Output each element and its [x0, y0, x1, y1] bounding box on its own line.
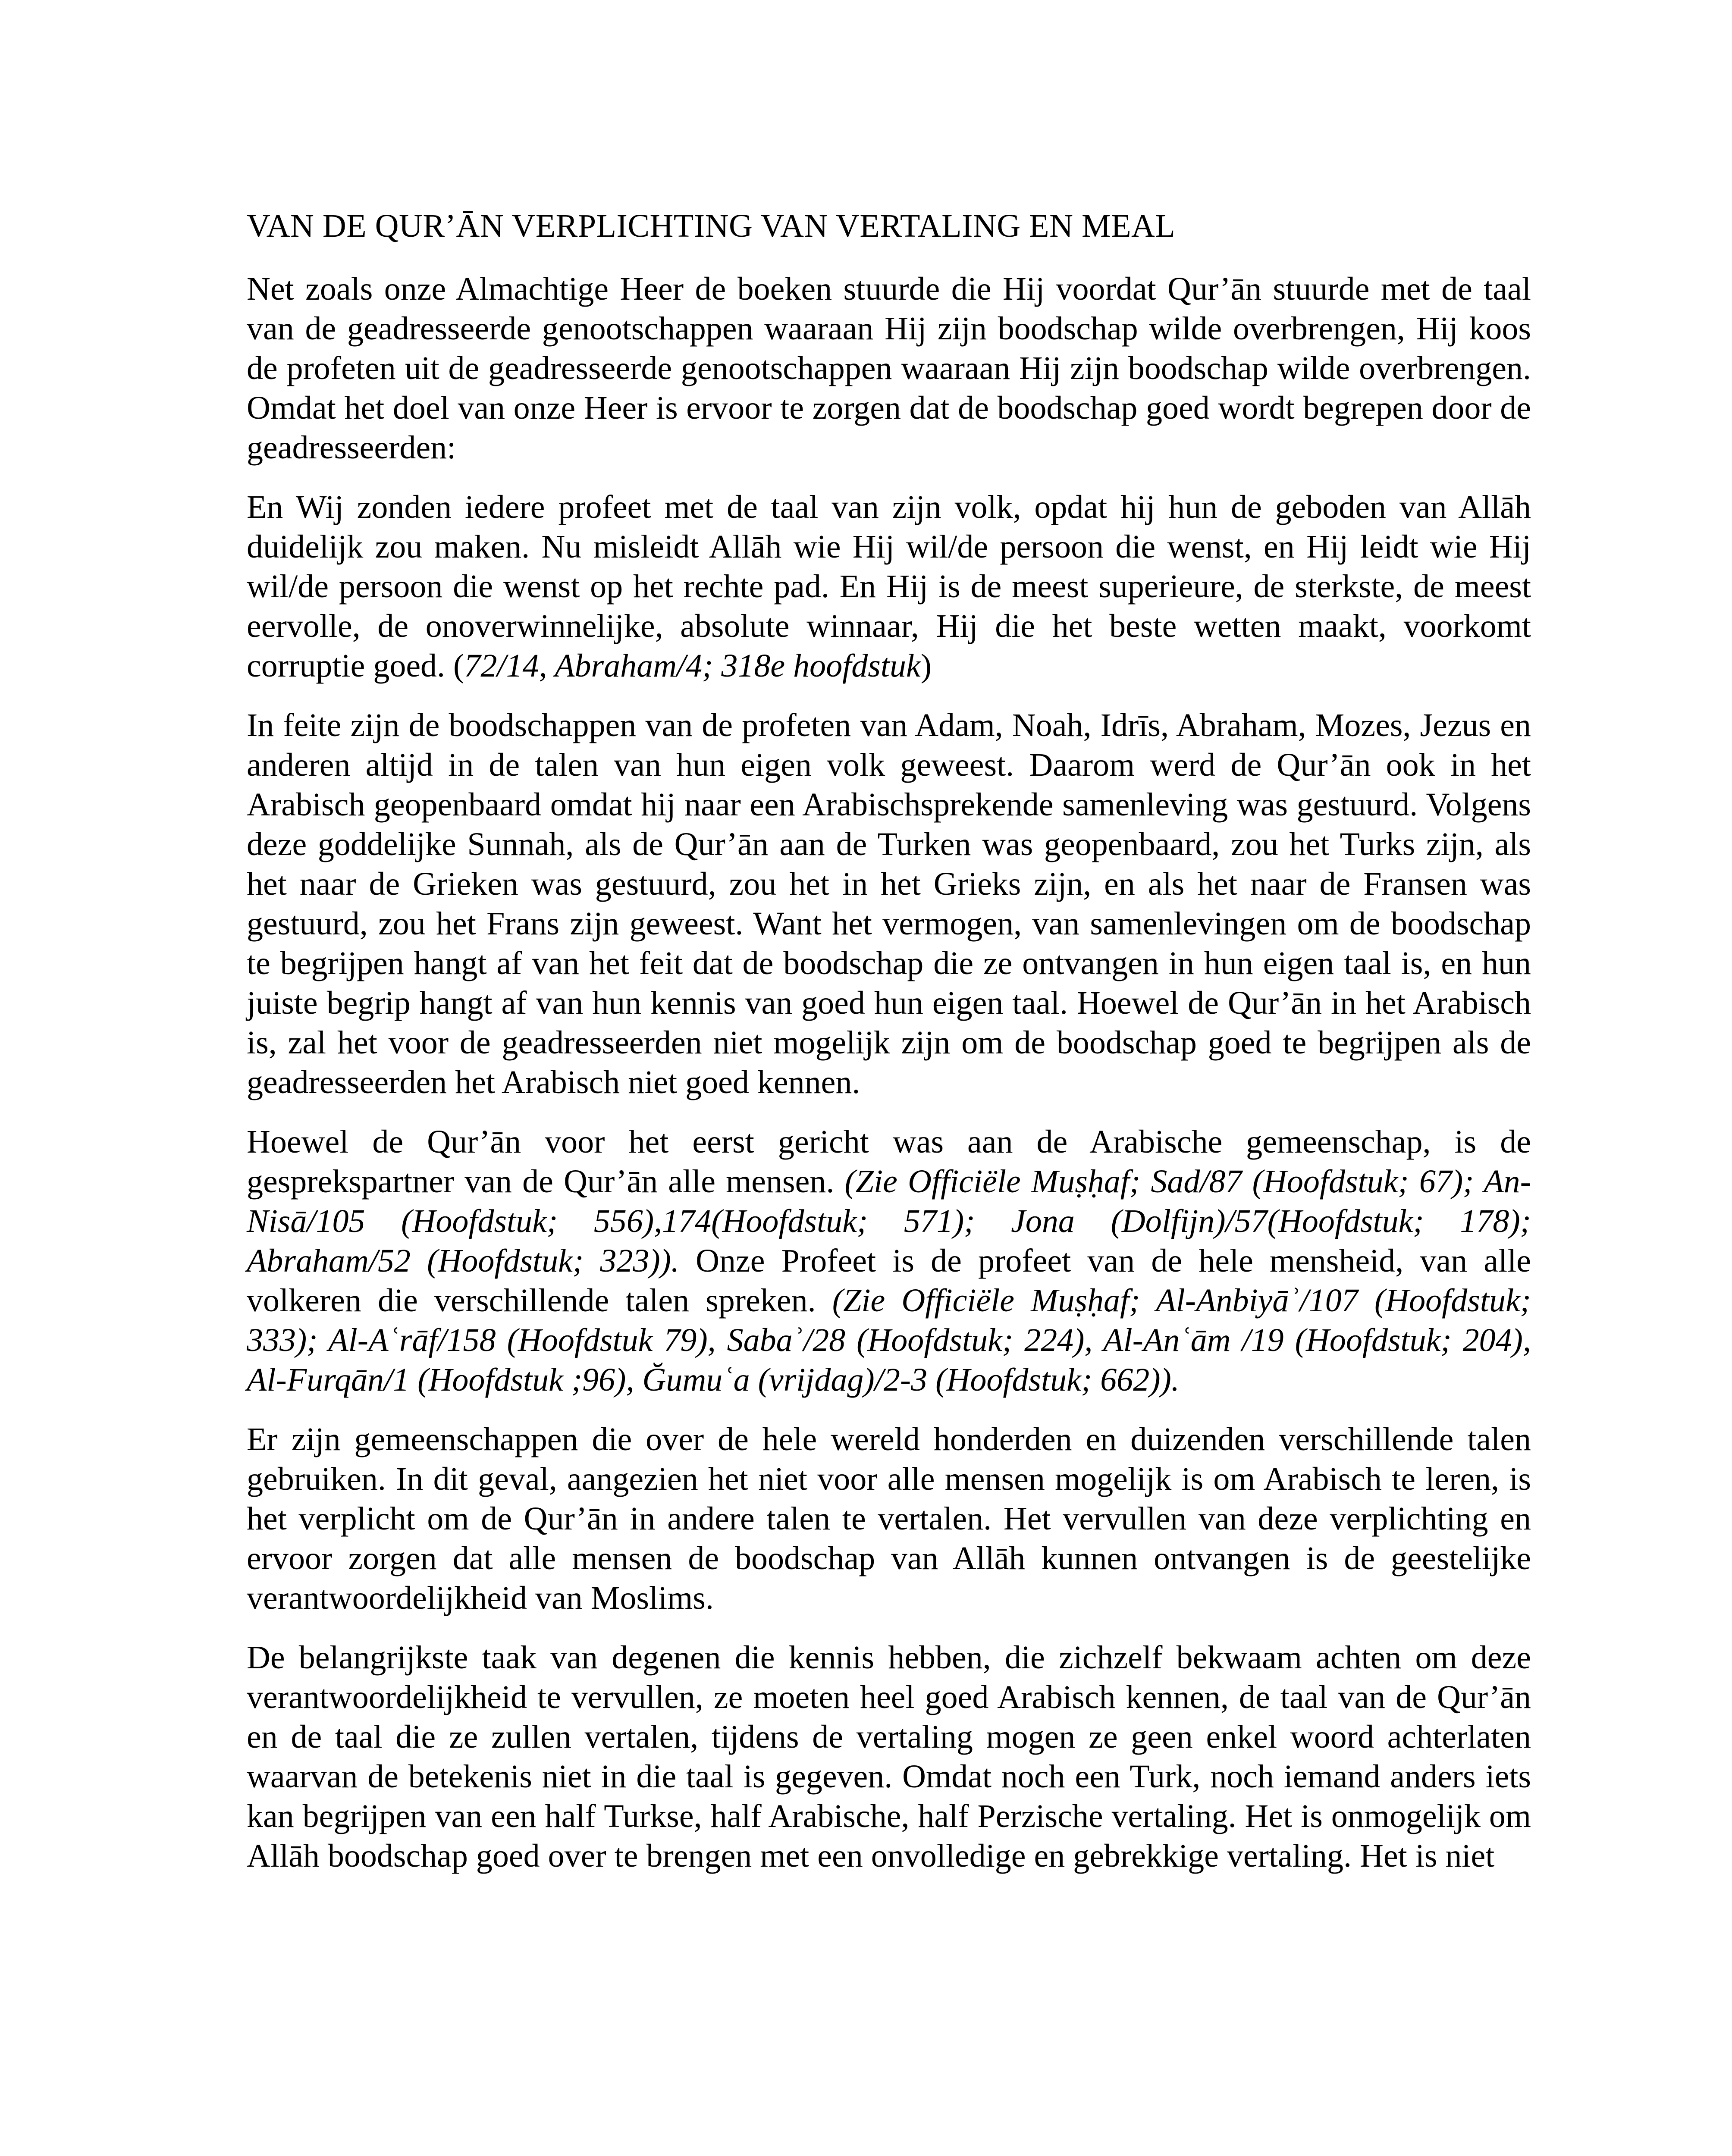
page-body — [247, 206, 1531, 1896]
paragraph-4-reference-1: (Zie Officiële Muṣḥaf; Sad/87 (Hoofdstuk; 67); An-Nisā/105 (Hoofdstuk; 556),174(Hoofdstuk; 571); Jona (Dolfijn)/57(Hoofdstuk; 178); Abraham/52 (Hoofdstuk; 323)). — [247, 1163, 1531, 1279]
section-heading: VAN DE QUR’ĀN VERPLICHTING VAN VERTALING EN MEAL — [247, 208, 1176, 244]
paragraph-4-text-2: Onze Profeet is de profeet van de hele mensheid, van alle volkeren die verschillende talen spreken. — [247, 1243, 1531, 1319]
paragraph-3: In feite zijn de boodschappen van de profeten van Adam, Noah, Idrīs, Abraham, Mozes, Jezus en anderen altijd in de talen van hun eigen volk geweest. Daarom werd de Qur’ān ook in het Arabisch geopenbaard omdat hij naar een Arabischsprekende samenleving was gestuurd. Volgens deze goddelijke Sunnah, als de Qur’ān aan de Turken was geopenbaard, zou het Turks zijn, als het naar de Grieken was gestuurd, zou het in het Grieks zijn, en als het naar de Fransen was gestuurd, zou het Frans zijn geweest. Want het vermogen, van samenlevingen om de boodschap te begrijpen hangt af van het feit dat de boodschap die ze ontvangen in hun eigen taal is, en hun juiste begrip hangt af van hun kennis van goed hun eigen taal. Hoewel de Qur’ān in het Arabisch is, zal het voor de geadresseerden niet mogelijk zijn om de boodschap goed te begrijpen als de geadresseerden het Arabisch niet goed kennen. — [247, 707, 1531, 1100]
quote-text: En Wij zonden iedere profeet met de taal van zijn volk, opdat hij hun de geboden van Allāh duidelijk zou maken. Nu misleidt Allāh wie Hij wil/de persoon die wenst, en Hij leidt wie Hij wil/de persoon die wenst op het rechte pad. En Hij is de meest superieure, de sterkste, de meest eervolle, de onoverwinnelijke, absolute winnaar, Hij die het beste wetten maakt, voorkomt corruptie goed. ( — [247, 489, 1531, 684]
paragraph-4-text-1: Hoewel de Qur’ān voor het eerst gericht was aan de Arabische gemeenschap, is de gesprekspartner van de Qur’ān alle mensen. — [247, 1124, 1531, 1200]
quote-close: ) — [920, 648, 932, 684]
paragraph-5: Er zijn gemeenschappen die over de hele wereld honderden en duizenden verschillende talen gebruiken. In dit geval, aangezien het niet voor alle mensen mogelijk is om Arabisch te leren, is het verplicht om de Qur’ān in andere talen te vertalen. Het vervullen van deze verplichting en ervoor zorgen dat alle mensen de boodschap van Allāh kunnen ontvangen is de geestelijke verantwoordelijkheid van Moslims. — [247, 1421, 1531, 1616]
paragraph-2-quote — [247, 487, 1531, 686]
paragraph-4-reference-2: (Zie Officiële Muṣḥaf; Al-Anbiyāʾ/107 (Hoofdstuk; 333); Al-Aʿrāf/158 (Hoofdstuk 79), Sabaʾ/28 (Hoofdstuk; 224), Al-Anʿām /19 (Hoofdstuk; 204), Al-Furqān/1 (Hoofdstuk ;96), Ğumuʿa (vrijdag)/2-3 (Hoofdstuk; 662)). — [247, 1282, 1531, 1398]
paragraph-4 — [247, 1122, 1531, 1400]
paragraph-1: Net zoals onze Almachtige Heer de boeken stuurde die Hij voordat Qur’ān stuurde met de taal van de geadresseerde genootschappen waaraan Hij zijn boodschap wilde overbrengen, Hij koos de profeten uit de geadresseerde genootschappen waaraan Hij zijn boodschap wilde overbrengen. Omdat het doel van onze Heer is ervoor te zorgen dat de boodschap goed wordt begrepen door de geadresseerden: — [247, 271, 1531, 466]
quote-reference: 72/14, Abraham/4; 318e hoofdstuk — [464, 648, 921, 684]
paragraph-6: De belangrijkste taak van degenen die kennis hebben, die zichzelf bekwaam achten om deze verantwoordelijkheid te vervullen, ze moeten heel goed Arabisch kennen, de taal van de Qur’ān en de taal die ze zullen vertalen, tijdens de vertaling mogen ze geen enkel woord achterlaten waarvan de betekenis niet in die taal is gegeven. Omdat noch een Turk, noch iemand anders iets kan begrijpen van een half Turkse, half Arabische, half Perzische vertaling. Het is onmogelijk om Allāh boodschap goed over te brengen met een onvolledige en gebrekkige vertaling. Het is niet — [247, 1639, 1531, 1874]
